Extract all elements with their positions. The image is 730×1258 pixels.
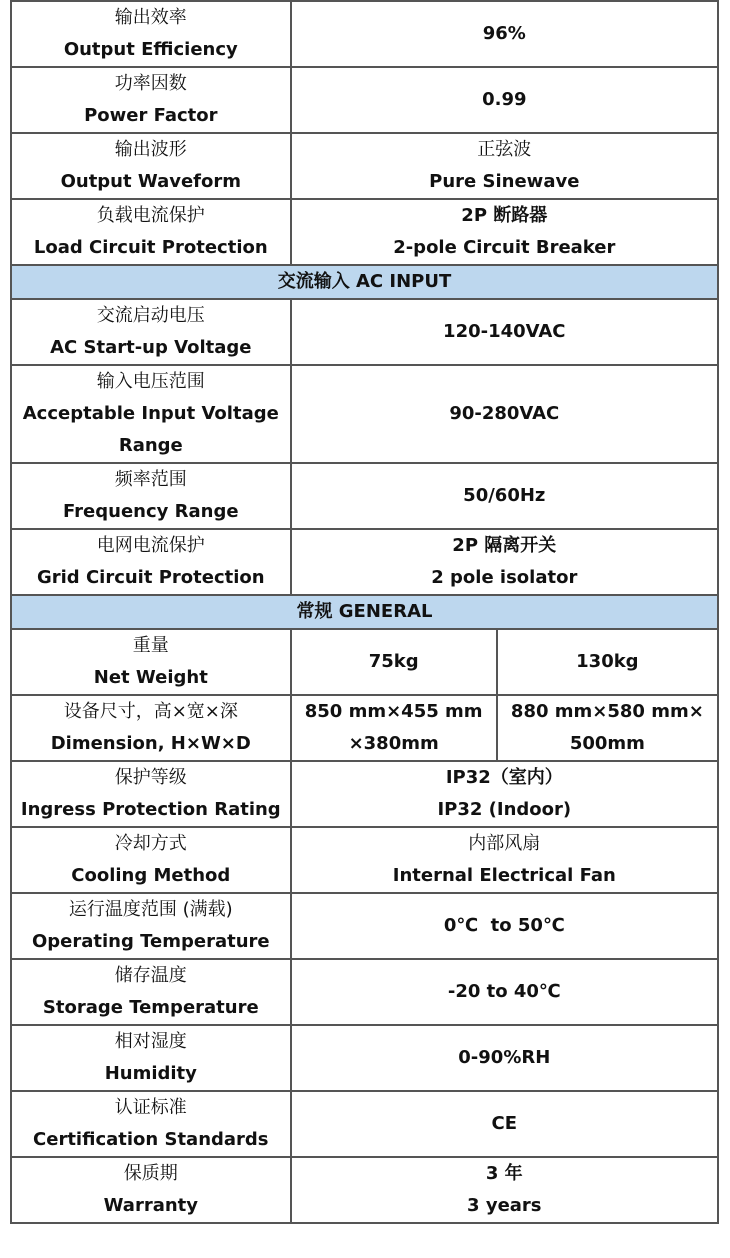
row-humidity (11, 1025, 718, 1091)
label-en: Certification Standards (33, 1129, 269, 1150)
value-cn: IP32（室内） (445, 767, 563, 788)
label-en: Ingress Protection Rating (20, 799, 281, 820)
value-cell (291, 1025, 718, 1091)
row-net-weight (11, 629, 718, 695)
label-cn: 储存温度 (114, 965, 187, 986)
value-cell (291, 463, 718, 529)
label-en: Power Factor (84, 105, 218, 126)
label-cell (11, 529, 291, 595)
value-a: 75kg (368, 651, 419, 672)
value-cell (291, 761, 718, 827)
label-cn: 功率因数 (114, 73, 187, 94)
value: -20 to 40℃ (447, 981, 561, 1002)
label-cn: 频率范围 (114, 469, 187, 490)
label-en: Grid Circuit Protection (36, 567, 265, 588)
value: 0℃ to 50℃ (443, 915, 565, 936)
label-cn: 相对湿度 (114, 1031, 187, 1052)
label-cell (11, 299, 291, 365)
value-cell-b (497, 629, 718, 695)
label-en-line1: Acceptable Input Voltage (22, 403, 279, 424)
label-cell (11, 463, 291, 529)
value: 50/60Hz (463, 485, 546, 506)
label-en: Operating Temperature (31, 931, 270, 952)
value-cell (291, 133, 718, 199)
row-cooling (11, 827, 718, 893)
row-dimension (11, 695, 718, 761)
section-title: 交流输入 AC INPUT (11, 265, 718, 299)
label-cell (11, 199, 291, 265)
spec-table (10, 0, 719, 1224)
value-cell (291, 1157, 718, 1223)
label-cell (11, 365, 291, 463)
value-cell (291, 827, 718, 893)
label-cell (11, 827, 291, 893)
row-ip-rating (11, 761, 718, 827)
label-en: Frequency Range (63, 501, 239, 522)
label-cn: 认证标准 (114, 1097, 187, 1118)
value-cell-b (497, 695, 718, 761)
label-en: Output Efficiency (63, 39, 238, 60)
value-cn: 正弦波 (477, 139, 532, 160)
label-en: Net Weight (93, 667, 208, 688)
value-en: 3 years (467, 1195, 542, 1216)
value-cn: 2P 隔离开关 (452, 535, 557, 556)
row-operating-temp (11, 893, 718, 959)
value-en: Pure Sinewave (429, 171, 580, 192)
label-cn: 冷却方式 (114, 833, 187, 854)
value-b-line1: 880 mm×580 mm× (510, 701, 704, 722)
value-b-line2: 500mm (569, 733, 645, 754)
label-cell (11, 1091, 291, 1157)
value-cell-a (291, 629, 497, 695)
value-a-line1: 850 mm×455 mm (304, 701, 483, 722)
value: 90-280VAC (449, 403, 560, 424)
value-cell (291, 365, 718, 463)
label-en: Output Waveform (60, 171, 241, 192)
label-cell (11, 1025, 291, 1091)
label-cn: 保质期 (123, 1163, 178, 1184)
value-en: Internal Electrical Fan (392, 865, 616, 886)
row-warranty (11, 1157, 718, 1223)
label-en: Load Circuit Protection (33, 237, 268, 258)
value-cn: 3 年 (485, 1163, 523, 1184)
value: CE (491, 1113, 518, 1134)
value: 0-90%RH (458, 1047, 551, 1068)
row-output-efficiency (11, 1, 718, 67)
value-cell (291, 299, 718, 365)
label-en-line2: Range (118, 435, 183, 456)
label-en: AC Start-up Voltage (50, 337, 252, 358)
label-cn: 输出效率 (114, 7, 187, 28)
value-b: 130kg (576, 651, 639, 672)
row-certification (11, 1091, 718, 1157)
value: 120-140VAC (443, 321, 566, 342)
label-en: Dimension, H×W×D (50, 733, 251, 754)
section-title: 常规 GENERAL (11, 595, 718, 629)
value-en: IP32 (Indoor) (437, 799, 572, 820)
label-cell (11, 695, 291, 761)
label-cell (11, 133, 291, 199)
label-cell (11, 1157, 291, 1223)
section-ac-input (11, 265, 718, 299)
row-frequency (11, 463, 718, 529)
value-cell (291, 893, 718, 959)
label-cell (11, 1, 291, 67)
label-cn: 交流启动电压 (96, 305, 205, 326)
label-cell (11, 761, 291, 827)
label-cn: 重量 (132, 635, 169, 656)
label-en: Cooling Method (71, 865, 231, 886)
value-cn: 2P 断路器 (461, 205, 548, 226)
label-cn: 输入电压范围 (96, 371, 205, 392)
label-cn: 运行温度范围 (满载) (68, 899, 233, 920)
value-cn: 内部风扇 (468, 833, 541, 854)
label-cell (11, 629, 291, 695)
value: 0.99 (482, 89, 527, 110)
value: 96% (482, 23, 526, 44)
label-cell (11, 959, 291, 1025)
row-output-waveform (11, 133, 718, 199)
label-cn: 输出波形 (114, 139, 187, 160)
label-cn: 设备尺寸，高×宽×深 (63, 701, 238, 722)
label-en: Storage Temperature (42, 997, 259, 1018)
label-cn: 保护等级 (114, 767, 187, 788)
label-cn: 电网电流保护 (96, 535, 205, 556)
label-cell (11, 893, 291, 959)
section-general (11, 595, 718, 629)
value-a-line2: ×380mm (348, 733, 439, 754)
row-load-protection (11, 199, 718, 265)
label-cn: 负载电流保护 (96, 205, 205, 226)
label-en: Humidity (104, 1063, 197, 1084)
value-cell (291, 529, 718, 595)
label-cell (11, 67, 291, 133)
row-grid-protection (11, 529, 718, 595)
value-en: 2 pole isolator (431, 567, 578, 588)
value-en: 2-pole Circuit Breaker (393, 237, 616, 258)
row-ac-startup (11, 299, 718, 365)
value-cell (291, 959, 718, 1025)
value-cell (291, 67, 718, 133)
label-en: Warranty (103, 1195, 198, 1216)
row-storage-temp (11, 959, 718, 1025)
value-cell (291, 1, 718, 67)
row-power-factor (11, 67, 718, 133)
value-cell (291, 199, 718, 265)
value-cell (291, 1091, 718, 1157)
value-cell-a (291, 695, 497, 761)
row-input-range (11, 365, 718, 463)
